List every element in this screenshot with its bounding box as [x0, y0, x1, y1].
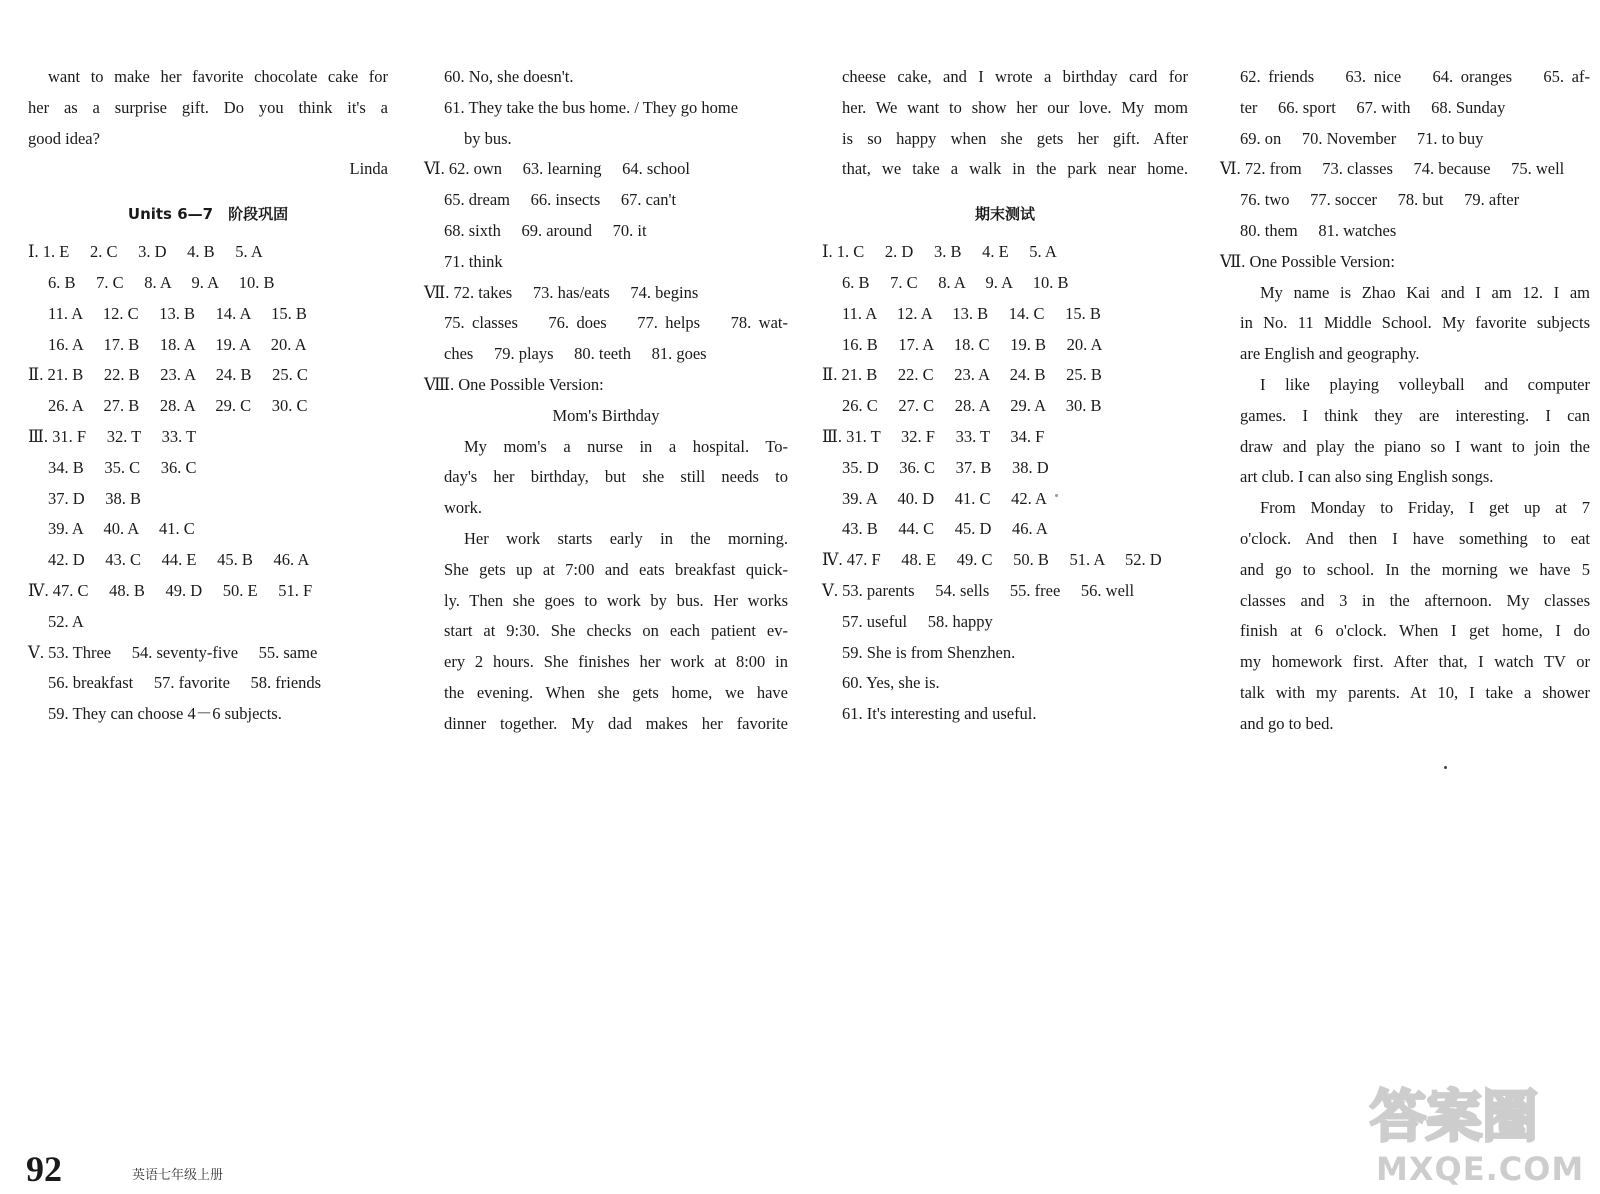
answer-line: Ⅷ. One Possible Version:	[424, 374, 604, 394]
answer-line: 56. breakfast 57. favorite 58. friends	[48, 673, 322, 693]
answer-line: 65. dream 66. insects 67. can't	[444, 190, 677, 210]
answer-line: Ⅵ. 62. own 63. learning 64. school	[424, 159, 690, 179]
answer-line: and go to school. In the morning we have 5	[1240, 559, 1590, 579]
section-heading: 期末测试	[974, 205, 1035, 224]
answer-line: 75. classes 76. does 77. helps 78. wat-	[444, 313, 788, 333]
answer-line: 6. B 7. C 8. A 9. A 10. B	[48, 272, 275, 292]
answer-column-3	[822, 62, 1188, 730]
answer-column-2	[424, 62, 788, 740]
answer-line: is so happy when she gets her gift. After	[842, 128, 1188, 148]
answer-line: Her work starts early in the morning.	[464, 528, 788, 548]
answer-line: 11. A 12. A 13. B 14. C 15. B	[842, 303, 1101, 323]
answer-line: 61. They take the bus home. / They go home	[444, 97, 739, 117]
answer-line: ter 66. sport 67. with 68. Sunday	[1240, 97, 1506, 117]
watermark-logo-text: 答案圈	[1370, 1085, 1538, 1148]
answer-line: my homework first. After that, I watch TV or	[1240, 652, 1590, 672]
answer-line: games. I think they are interesting. I can	[1240, 405, 1590, 425]
answer-line: 59. She is from Shenzhen.	[842, 642, 1016, 662]
watermark-logo-icon	[1364, 1078, 1584, 1148]
answer-line: 35. D 36. C 37. B 38. D	[842, 457, 1049, 477]
answer-line: 80. them 81. watches	[1240, 220, 1397, 240]
answer-line: 37. D 38. B	[48, 488, 142, 508]
answer-line: 57. useful 58. happy	[842, 611, 993, 631]
answer-line: My mom's a nurse in a hospital. To-	[464, 436, 788, 456]
answer-line: She gets up at 7:00 and eats breakfast quick-	[444, 559, 788, 579]
answer-column-1	[28, 62, 388, 730]
answer-column-4	[1220, 62, 1590, 740]
watermark-url: MXQE.COM	[1376, 1150, 1585, 1188]
answer-line: day's her birthday, but she still needs to	[444, 467, 788, 487]
answer-line: draw and play the piano so I want to join the	[1240, 436, 1590, 456]
answer-line: 60. Yes, she is.	[842, 673, 940, 693]
answer-line: 11. A 12. C 13. B 14. A 15. B	[48, 303, 307, 323]
answer-line: 71. think	[444, 251, 503, 271]
answer-line: Ⅱ. 21. B 22. C 23. A 24. B 25. B	[822, 365, 1102, 385]
answer-line: From Monday to Friday, I get up at 7	[1260, 498, 1590, 518]
answer-line: by bus.	[464, 128, 512, 148]
answer-line: Ⅲ. 31. F 32. T 33. T	[28, 426, 197, 446]
answer-line: talk with my parents. At 10, I take a shower	[1240, 682, 1590, 702]
answer-line: Ⅴ. 53. Three 54. seventy-five 55. same	[28, 642, 318, 662]
answer-line: Ⅳ. 47. C 48. B 49. D 50. E 51. F	[28, 580, 313, 600]
answer-line: 61. It's interesting and useful.	[842, 704, 1037, 724]
answer-line: Ⅱ. 21. B 22. B 23. A 24. B 25. C	[28, 365, 308, 385]
answer-line: 16. A 17. B 18. A 19. A 20. A	[48, 334, 307, 354]
answer-line: good idea?	[28, 128, 100, 148]
answer-line: the evening. When she gets home, we have	[444, 682, 788, 702]
answer-line: 68. sixth 69. around 70. it	[444, 220, 647, 240]
answer-line: 42. D 43. C 44. E 45. B 46. A	[48, 550, 310, 570]
answer-line: 26. C 27. C 28. A 29. A 30. B	[842, 396, 1102, 416]
answer-line: Mom's Birthday	[552, 405, 660, 425]
answer-line: Ⅰ. 1. C 2. D 3. B 4. E 5. A	[822, 242, 1057, 262]
answer-line: art club. I can also sing English songs.	[1240, 467, 1494, 487]
answer-line: 69. on 70. November 71. to buy	[1240, 128, 1484, 148]
stray-dot	[1444, 766, 1447, 769]
answer-line: Ⅶ. One Possible Version:	[1220, 251, 1395, 271]
answer-line: 39. A 40. D 41. C 42. A	[842, 488, 1047, 508]
page-number: 92	[26, 1149, 62, 1189]
answer-line: in No. 11 Middle School. My favorite subjects	[1240, 313, 1590, 333]
answer-line: Ⅰ. 1. E 2. C 3. D 4. B 5. A	[28, 242, 263, 262]
answer-line: her as a surprise gift. Do you think it's a	[28, 97, 388, 117]
answer-line: Ⅲ. 31. T 32. F 33. T 34. F	[822, 426, 1045, 446]
answer-line: Ⅴ. 53. parents 54. sells 55. free 56. well	[822, 580, 1135, 600]
answer-line: 39. A 40. A 41. C	[48, 519, 195, 539]
answer-line: start at 9:30. She checks on each patient ev-	[444, 621, 788, 641]
answer-line: My name is Zhao Kai and I am 12. I am	[1260, 282, 1590, 302]
answer-line: o'clock. And then I have something to eat	[1240, 528, 1590, 548]
stray-dot	[1055, 494, 1058, 497]
answer-line: finish at 6 o'clock. When I get home, I do	[1240, 621, 1590, 641]
answer-line: Ⅶ. 72. takes 73. has/eats 74. begins	[424, 282, 699, 302]
answer-line: 26. A 27. B 28. A 29. C 30. C	[48, 396, 308, 416]
answer-line: and go to bed.	[1240, 713, 1334, 733]
answer-line: I like playing volleyball and computer	[1260, 374, 1590, 394]
watermark	[1364, 1078, 1584, 1186]
answer-line: Ⅳ. 47. F 48. E 49. C 50. B 51. A 52. D	[822, 550, 1162, 570]
answer-line: ly. Then she goes to work by bus. Her works	[444, 590, 788, 610]
section-heading: Units 6—7 阶段巩固	[127, 205, 289, 224]
answer-line: work.	[444, 498, 483, 518]
answer-line: Linda	[349, 159, 388, 179]
answer-line: 60. No, she doesn't.	[444, 67, 574, 86]
answer-line: ches 79. plays 80. teeth 81. goes	[444, 344, 707, 364]
answer-line: 52. A	[48, 611, 84, 631]
book-title-footer: 英语七年级上册	[132, 1168, 224, 1183]
answer-line: 16. B 17. A 18. C 19. B 20. A	[842, 334, 1103, 354]
answer-line: are English and geography.	[1240, 344, 1420, 364]
answer-line: 76. two 77. soccer 78. but 79. after	[1240, 190, 1520, 210]
answer-line: 43. B 44. C 45. D 46. A	[842, 519, 1048, 539]
answer-line: 62. friends 63. nice 64. oranges 65. af-	[1240, 67, 1590, 86]
answer-line: want to make her favorite chocolate cake for	[48, 67, 388, 86]
answer-line: 6. B 7. C 8. A 9. A 10. B	[842, 272, 1069, 292]
answer-line: ery 2 hours. She finishes her work at 8:00 in	[444, 652, 788, 672]
answer-line: dinner together. My dad makes her favorite	[444, 713, 788, 733]
answer-line: 59. They can choose 4－6 subjects.	[48, 704, 282, 724]
answer-line: classes and 3 in the afternoon. My classes	[1240, 590, 1590, 610]
answer-line: her. We want to show her our love. My mom	[842, 97, 1188, 117]
answer-line: Ⅵ. 72. from 73. classes 74. because 75. well	[1220, 159, 1565, 179]
answer-line: 34. B 35. C 36. C	[48, 457, 197, 477]
answer-line: that, we take a walk in the park near home.	[842, 159, 1188, 179]
answer-line: cheese cake, and I wrote a birthday card for	[842, 67, 1188, 86]
